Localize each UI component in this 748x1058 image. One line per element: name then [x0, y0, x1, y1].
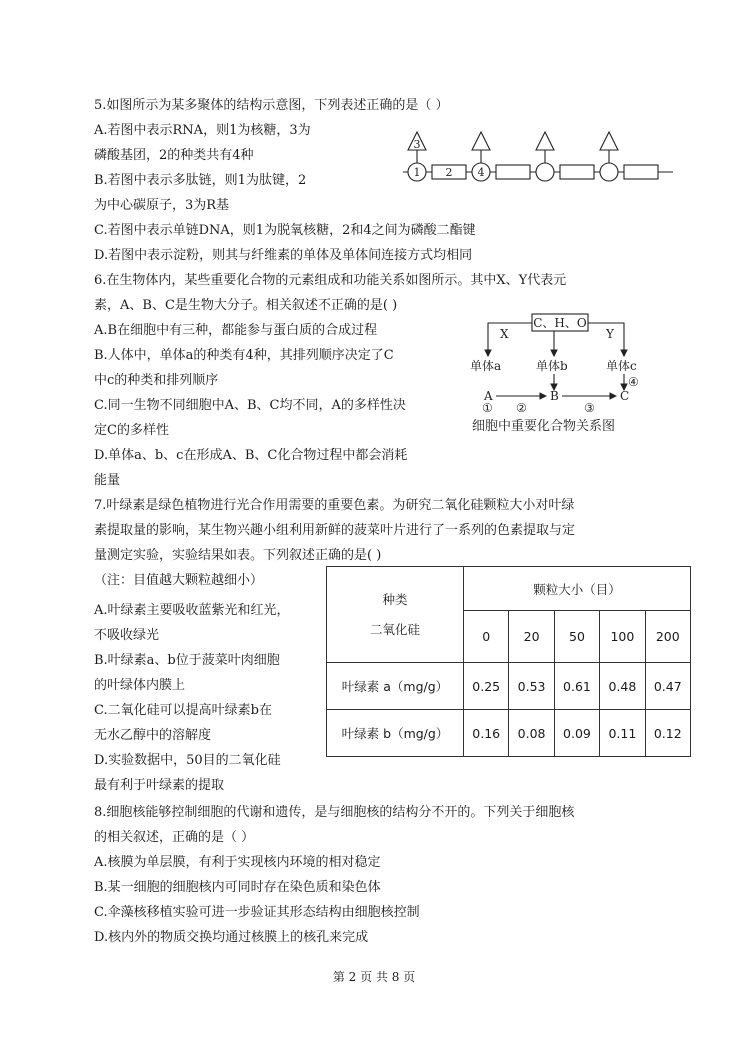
q6-fig-x: X: [500, 327, 509, 341]
q6-fig-monomer-b: 单体b: [536, 359, 568, 373]
q7-table-cell: 0.12: [645, 710, 690, 757]
q7-table-cell: 0.25: [464, 663, 509, 710]
q7-table-cell: 0.61: [554, 663, 599, 710]
q5-option-a-line2: 磷酸基团，2的种类共有4种: [94, 148, 254, 163]
q7-table-row-label: 叶绿素 b（mg/g）: [327, 710, 464, 757]
q6-option-b-line1: B.人体中，单体a的种类有4种，其排列顺序决定了C: [94, 348, 394, 363]
q6-fig-circle-2: ②: [516, 401, 527, 415]
q5-fig-label-2: 2: [445, 166, 453, 179]
table-row: [327, 663, 691, 710]
q7-table-col: 200: [645, 611, 690, 663]
q7-table-header-size: 颗粒大小（目）: [464, 567, 691, 611]
q5-option-a-line1: A.若图中表示RNA，则1为核糖，3为: [94, 123, 311, 138]
q7-table-col: 0: [464, 611, 509, 663]
q6-option-c-line2: 定C的多样性: [94, 423, 169, 438]
q6-fig-C: C: [620, 389, 630, 403]
table-row: [327, 710, 691, 757]
q7-option-b-line1: B.叶绿素a、b位于菠菜叶肉细胞: [94, 653, 280, 668]
q7-table-header-sio2: 二氧化硅: [369, 621, 420, 637]
q8-stem-line1: 8.细胞核能够控制细胞的代谢和遗传，是与细胞核的结构分不开的。下列关于细胞核: [94, 805, 575, 820]
q6-fig-monomer-a: 单体a: [470, 359, 502, 373]
q7-table-row-label: 叶绿素 a（mg/g）: [327, 663, 464, 710]
q7-table-cell: 0.08: [509, 710, 554, 757]
q5-fig-label-3: 3: [413, 138, 421, 151]
q6-fig-caption: 细胞中重要化合物关系图: [472, 419, 616, 434]
q8-option-c: C.伞藻核移植实验可进一步验证其形态结构由细胞核控制: [94, 905, 420, 920]
q6-option-a: A.B在细胞中有三种，都能参与蛋白质的合成过程: [94, 323, 378, 338]
q7-option-a-line1: A.叶绿素主要吸收蓝紫光和红光，: [94, 603, 290, 618]
q5-option-d: D.若图中表示淀粉，则其与纤维素的单体及单体间连接方式均相同: [94, 248, 473, 263]
q5-option-b-line2: 为中心碳原子，3为R基: [94, 198, 230, 213]
q6-stem-line2: 素，A、B、C是生物大分子。相关叙述不正确的是( ): [94, 298, 398, 313]
q7-option-c-line1: C.二氧化硅可以提高叶绿素b在: [94, 703, 272, 718]
q7-stem-line2: 素提取量的影响，某生物兴趣小组利用新鲜的菠菜叶片进行了一系列的色素提取与定: [94, 523, 576, 538]
q7-option-c-line2: 无水乙醇中的溶解度: [94, 728, 212, 743]
q7-table-cell: 0.53: [509, 663, 554, 710]
page-number-footer: 第 2 页 共 8 页: [332, 970, 416, 984]
q8-option-d: D.核内外的物质交换均通过核膜上的核孔来完成: [94, 930, 369, 945]
q5-option-c: C.若图中表示单链DNA，则1为脱氧核糖，2和4之间为磷酸二酯键: [94, 223, 476, 238]
q7-option-a-line2: 不吸收绿光: [94, 628, 160, 643]
q7-stem-line1: 7.叶绿素是绿色植物进行光合作用需要的重要色素。为研究二氧化硅颗粒大小对叶绿: [94, 498, 575, 513]
q7-option-d-line2: 最有利于叶绿素的提取: [94, 778, 225, 793]
q7-data-table: [326, 566, 691, 757]
q6-option-d-line1: D.单体a、b、c在形成A、B、C化合物过程中都会消耗: [94, 448, 408, 463]
q6-fig-A: A: [484, 389, 493, 403]
q5-option-b-line1: B.若图中表示多肽链，则1为肽键，2: [94, 173, 307, 188]
q7-option-d-line1: D.实验数据中，50目的二氧化硅: [94, 753, 281, 768]
q7-table-header-cell: [327, 567, 464, 663]
q6-fig-circle-1: ①: [482, 401, 493, 415]
q6-fig-circle-4: ④: [628, 375, 639, 389]
q7-stem-line3: 量测定实验，实验结果如表。下列叙述正确的是( ): [94, 548, 382, 563]
q6-option-c-line1: C.同一生物不同细胞中A、B、C均不同，A的多样性决: [94, 398, 406, 413]
q8-option-b: B.某一细胞的细胞核内可同时存在染色质和染色体: [94, 880, 381, 895]
q5-fig-label-4: 4: [477, 166, 485, 179]
q6-fig-B: B: [550, 389, 559, 403]
q7-table-cell: 0.09: [554, 710, 599, 757]
q7-table-cell: 0.16: [464, 710, 509, 757]
q6-fig-y: Y: [606, 327, 614, 341]
q8-option-a: A.核膜为单层膜，有利于实现核内环境的相对稳定: [94, 855, 381, 870]
q7-table-col: 20: [509, 611, 554, 663]
q6-fig-monomer-c: 单体c: [606, 359, 637, 373]
q7-table-cell: 0.47: [645, 663, 690, 710]
q7-table-cell: 0.48: [600, 663, 645, 710]
q6-fig-top: C、H、O: [533, 316, 587, 330]
q6-fig-circle-3: ③: [584, 401, 595, 415]
q5-fig-label-1: 1: [413, 166, 421, 179]
q5-polymer-diagram: [395, 126, 685, 186]
q7-table-col: 100: [600, 611, 645, 663]
q6-option-d-line2: 能量: [94, 473, 121, 488]
q7-note: （注：目值越大颗粒越细小）: [94, 573, 264, 588]
q7-table-col: 50: [554, 611, 599, 663]
q7-table-cell: 0.11: [600, 710, 645, 757]
q6-option-b-line2: 中c的种类和排列顺序: [94, 373, 219, 388]
q7-option-b-line2: 的叶绿体内膜上: [94, 678, 186, 693]
q8-stem-line2: 的相关叙述，正确的是（ ）: [94, 830, 255, 845]
q7-table-header-kind: 种类: [382, 591, 408, 607]
q5-stem: 5.如图所示为某多聚体的结构示意图，下列表述正确的是（ ）: [94, 98, 449, 113]
q6-compound-diagram: [466, 312, 656, 436]
q6-stem-line1: 6.在生物体内，某些重要化合物的元素组成和功能关系如图所示。其中X、Y代表元: [94, 273, 567, 288]
